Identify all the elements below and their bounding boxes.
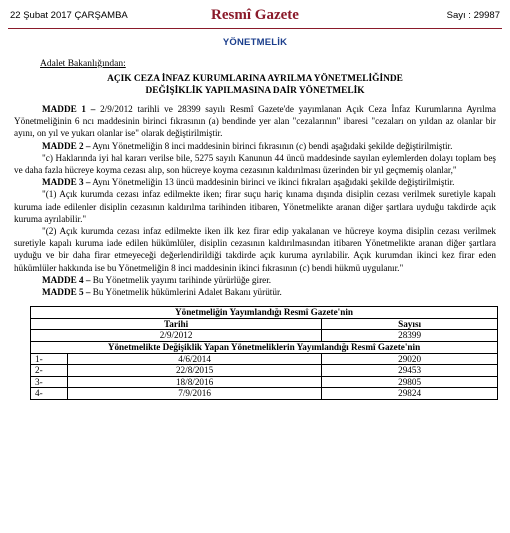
table-column-row (31, 318, 498, 330)
article-3-text: Aynı Yönetmeliğin 13 üncü maddesinin birinci ve ikinci fıkraları aşağıdaki şekilde değiştirilmiştir. (90, 177, 455, 188)
article-5-text: Bu Yönetmelik hükümlerini Adalet Bakanı yürütür. (90, 287, 282, 298)
amendment-number: 29020 (322, 353, 498, 365)
article-1-label: MADDE 1 – (42, 104, 96, 114)
table-heading-row (31, 307, 498, 319)
article-1-text: 2/9/2012 tarihli ve 28399 sayılı Resmî Gazete'de yayımlanan Açık Ceza İnfaz Kurumlarına Ayrılma Yönetmeliğinin 6 ncı maddesinin birinci fıkrasının (a) bendinde yer alan "cezalarının" ibaresi "cezaları on yıldan az olanlar bir ayını, on yıl ve yukarı olanlar ise" olarak değiştirilmiştir. (14, 104, 496, 139)
table-row (31, 353, 498, 365)
amendment-date: 22/8/2015 (68, 365, 322, 377)
original-date: 2/9/2012 (31, 330, 322, 342)
regulation-title (8, 73, 502, 97)
article-1 (14, 103, 496, 140)
amendment-number: 29824 (322, 388, 498, 400)
article-3-quote-1: "(1) Açık kurumda cezası infaz edilmekte iken; firar suçu hariç kınama dışında disiplin cezası verilmek suretiyle kapalı kuruma iade edilenler disiplin cezasının kaldırılma tarihinden itibaren, Yönetmelikte aranan diğer şartlara uyduğu takdirde açık kuruma ayrılabilir." (14, 189, 496, 224)
gazette-header (8, 6, 502, 29)
article-2-quote: "c) Haklarında iyi hal kararı verilse bile, 5275 sayılı Kanunun 44 üncü maddesinde sayılan eylemlerden dolayı toplam beş ve daha fazla hücreye koyma cezası alıp, son hücreye koyma cezasının kaldırılması üzerinden bir yıl geçmemiş olanlar," (14, 152, 496, 176)
amendment-number: 29805 (322, 376, 498, 388)
table-heading-row (31, 342, 498, 354)
article-5-label: MADDE 5 – (42, 287, 91, 298)
issue-date: 22 Şubat 2017 ÇARŞAMBA (10, 10, 128, 21)
article-4-text: Bu Yönetmelik yayımı tarihinde yürürlüğe girer. (90, 274, 272, 285)
article-3-quote-2: "(2) Açık kurumda cezası infaz edilmekte iken ilk kez firar edip yakalanan ve hücreye koyma disiplin cezası verilmek suretiyle kapalı kuruma iade edilen hükümlüler, disiplin cezasının kaldırılmasından itibaren Yönetmelikte aranan diğer şartlara uyduğu ve bir daha firar etmeyeceği değerlendirildiği takdirde açık kuruma ayrılabilir. Açık kurumdan ikinci kez firar eden hükümlüler hakkında ise bu Yönetmeliğin 8 inci maddesinin ikinci fıkrasının (c) bendi hükmü uygulanır." (14, 226, 496, 273)
article-4-label: MADDE 4 – (42, 274, 91, 285)
gazette-title: Resmî Gazete (211, 7, 299, 23)
article-4 (14, 274, 496, 286)
table-row (31, 376, 498, 388)
regulation-body (14, 103, 496, 298)
regulation-title-line2: DEĞİŞİKLİK YAPILMASINA DAİR YÖNETMELİK (145, 86, 365, 96)
regulation-title-line1: AÇIK CEZA İNFAZ KURUMLARINA AYRILMA YÖNETMELİĞİNDE (107, 74, 403, 84)
article-3 (14, 176, 496, 188)
amendment-date: 7/9/2016 (68, 388, 322, 400)
original-number: 28399 (322, 330, 498, 342)
row-index: 2- (31, 365, 68, 377)
article-3-label: MADDE 3 – (42, 177, 91, 188)
row-index: 4- (31, 388, 68, 400)
section-label: YÖNETMELİK (222, 37, 288, 48)
row-index: 3- (31, 376, 68, 388)
amendment-date: 18/8/2016 (68, 376, 322, 388)
table-row (31, 388, 498, 400)
table-row (31, 365, 498, 377)
article-2-label: MADDE 2 – (42, 140, 91, 151)
row-index: 1- (31, 353, 68, 365)
publication-table (30, 306, 498, 400)
article-5 (14, 286, 496, 298)
table-heading-amendments: Yönetmelikte Değişiklik Yapan Yönetmeliklerin Yayımlandığı Resmî Gazete'nin (31, 342, 498, 354)
ministry-name: Adalet Bakanlığından: (40, 59, 126, 69)
article-2-text: Aynı Yönetmeliğin 8 inci maddesinin birinci fıkrasının (c) bendi aşağıdaki şekilde değiştirilmiştir. (90, 140, 453, 151)
article-2 (14, 140, 496, 152)
amendment-date: 4/6/2014 (68, 353, 322, 365)
issue-number: Sayı : 29987 (446, 10, 500, 21)
column-date-header: Tarihi (31, 318, 322, 330)
column-number-header: Sayısı (322, 318, 498, 330)
table-row (31, 330, 498, 342)
table-heading-original: Yönetmeliğin Yayımlandığı Resmî Gazete'nin (31, 307, 498, 319)
amendment-number: 29453 (322, 365, 498, 377)
